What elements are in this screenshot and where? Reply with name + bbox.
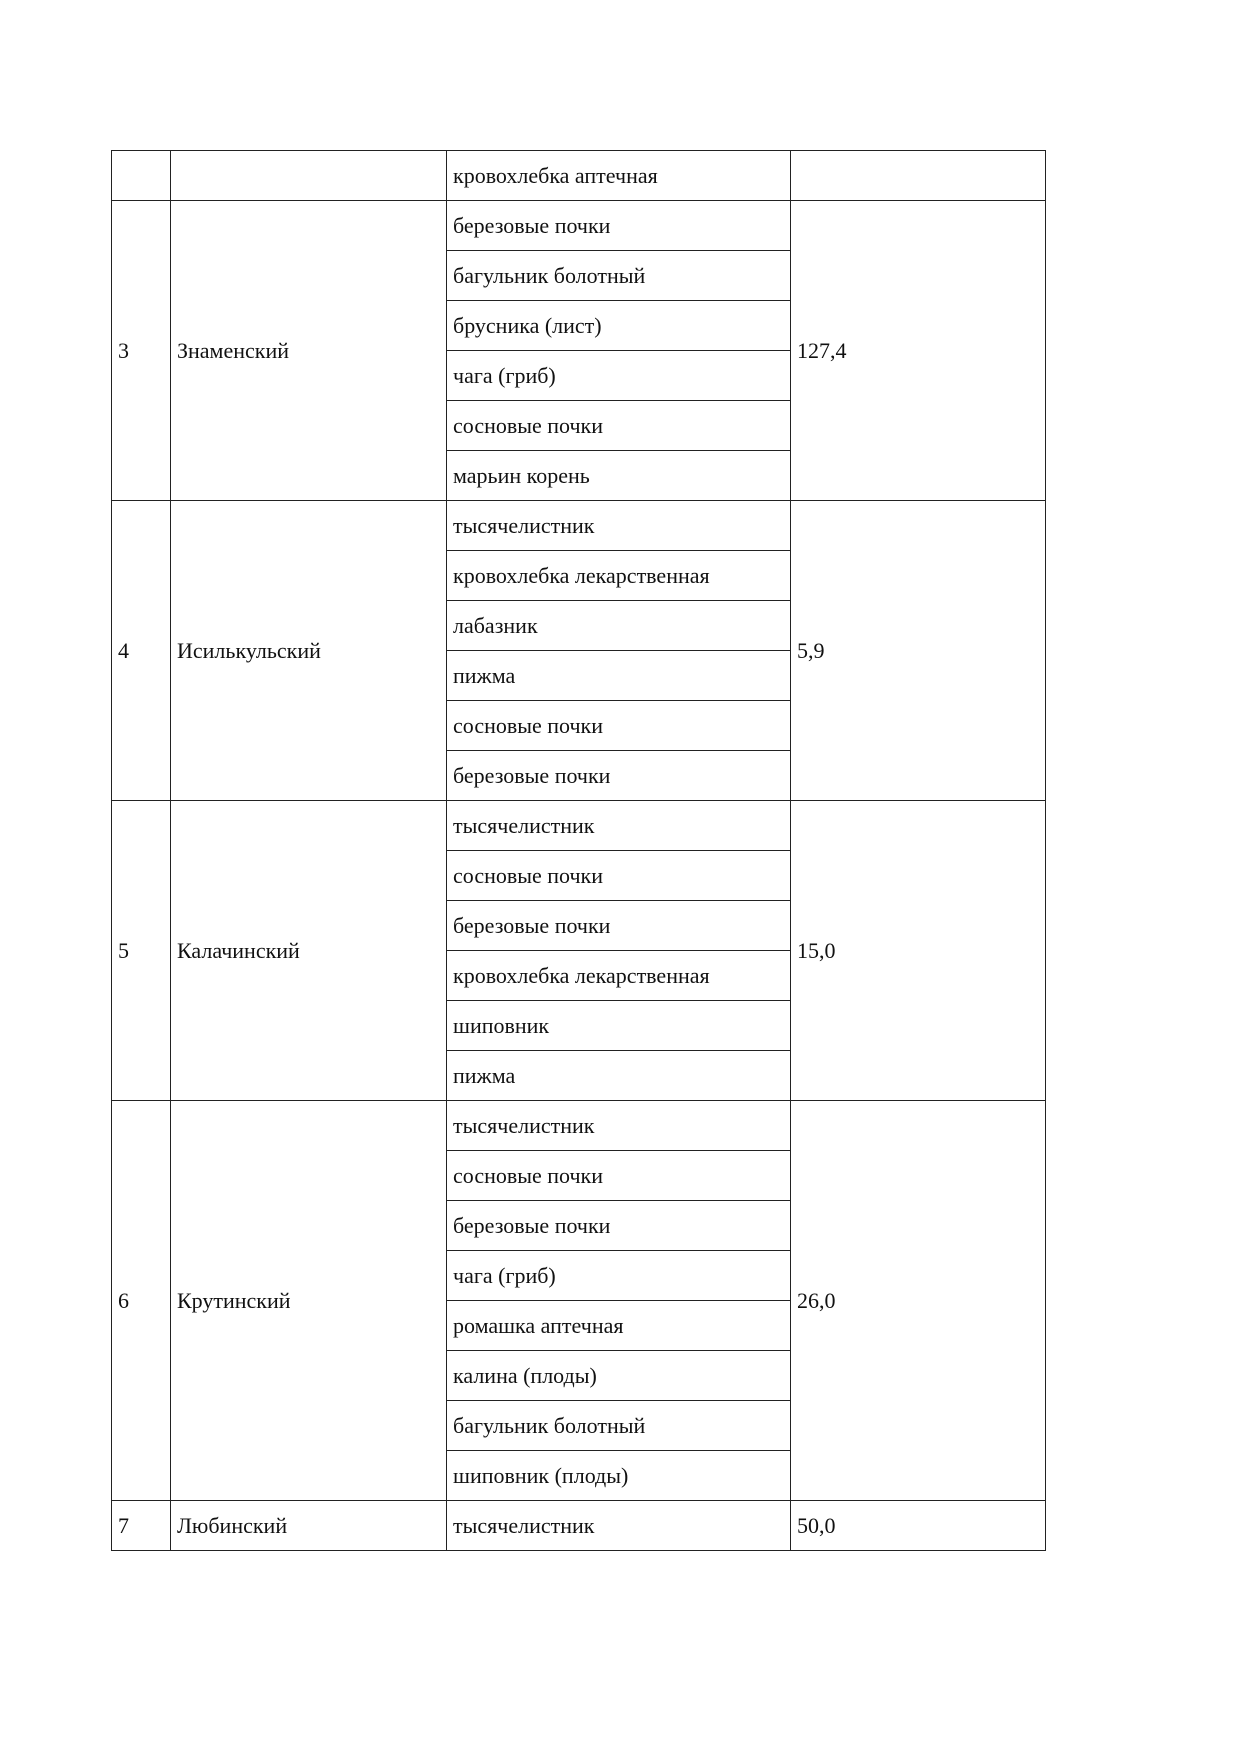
plant-name-cell: березовые почки (447, 751, 791, 801)
plant-name-cell: чага (гриб) (447, 351, 791, 401)
table-row (112, 201, 1046, 251)
table-row (112, 151, 1046, 201)
plant-name-cell: березовые почки (447, 201, 791, 251)
plant-name-cell: шиповник (447, 1001, 791, 1051)
plant-name-cell: пижма (447, 651, 791, 701)
volume-cell: 50,0 (791, 1501, 1046, 1551)
row-number-cell (112, 151, 171, 201)
district-name-cell: Калачинский (171, 801, 447, 1101)
district-name-cell: Исилькульский (171, 501, 447, 801)
plant-name-cell: шиповник (плоды) (447, 1451, 791, 1501)
plant-name-cell: сосновые почки (447, 401, 791, 451)
district-name-cell: Любинский (171, 1501, 447, 1551)
plant-name-cell: тысячелистник (447, 1101, 791, 1151)
plant-name-cell: лабазник (447, 601, 791, 651)
row-number-cell: 4 (112, 501, 171, 801)
district-name-cell: Знаменский (171, 201, 447, 501)
row-number-cell: 6 (112, 1101, 171, 1501)
plant-name-cell: тысячелистник (447, 501, 791, 551)
plant-name-cell: кровохлебка лекарственная (447, 951, 791, 1001)
volume-cell: 15,0 (791, 801, 1046, 1101)
row-number-cell: 3 (112, 201, 171, 501)
row-number-cell: 7 (112, 1501, 171, 1551)
district-name-cell (171, 151, 447, 201)
volume-cell: 5,9 (791, 501, 1046, 801)
table-row (112, 801, 1046, 851)
volume-cell (791, 151, 1046, 201)
plant-name-cell: марьин корень (447, 451, 791, 501)
plants-table (111, 150, 1046, 1551)
row-number-cell: 5 (112, 801, 171, 1101)
plant-name-cell: ромашка аптечная (447, 1301, 791, 1351)
table-body (112, 151, 1046, 1551)
plant-name-cell: кровохлебка аптечная (447, 151, 791, 201)
plant-name-cell: березовые почки (447, 1201, 791, 1251)
volume-cell: 127,4 (791, 201, 1046, 501)
plant-name-cell: тысячелистник (447, 801, 791, 851)
plant-name-cell: сосновые почки (447, 701, 791, 751)
volume-cell: 26,0 (791, 1101, 1046, 1501)
plant-name-cell: багульник болотный (447, 251, 791, 301)
plant-name-cell: березовые почки (447, 901, 791, 951)
plant-name-cell: сосновые почки (447, 851, 791, 901)
district-name-cell: Крутинский (171, 1101, 447, 1501)
plant-name-cell: чага (гриб) (447, 1251, 791, 1301)
plant-name-cell: багульник болотный (447, 1401, 791, 1451)
table-row (112, 1101, 1046, 1151)
plant-name-cell: брусника (лист) (447, 301, 791, 351)
plant-name-cell: кровохлебка лекарственная (447, 551, 791, 601)
table-row (112, 501, 1046, 551)
plant-name-cell: тысячелистник (447, 1501, 791, 1551)
plant-name-cell: калина (плоды) (447, 1351, 791, 1401)
plant-name-cell: сосновые почки (447, 1151, 791, 1201)
plant-name-cell: пижма (447, 1051, 791, 1101)
table-row (112, 1501, 1046, 1551)
